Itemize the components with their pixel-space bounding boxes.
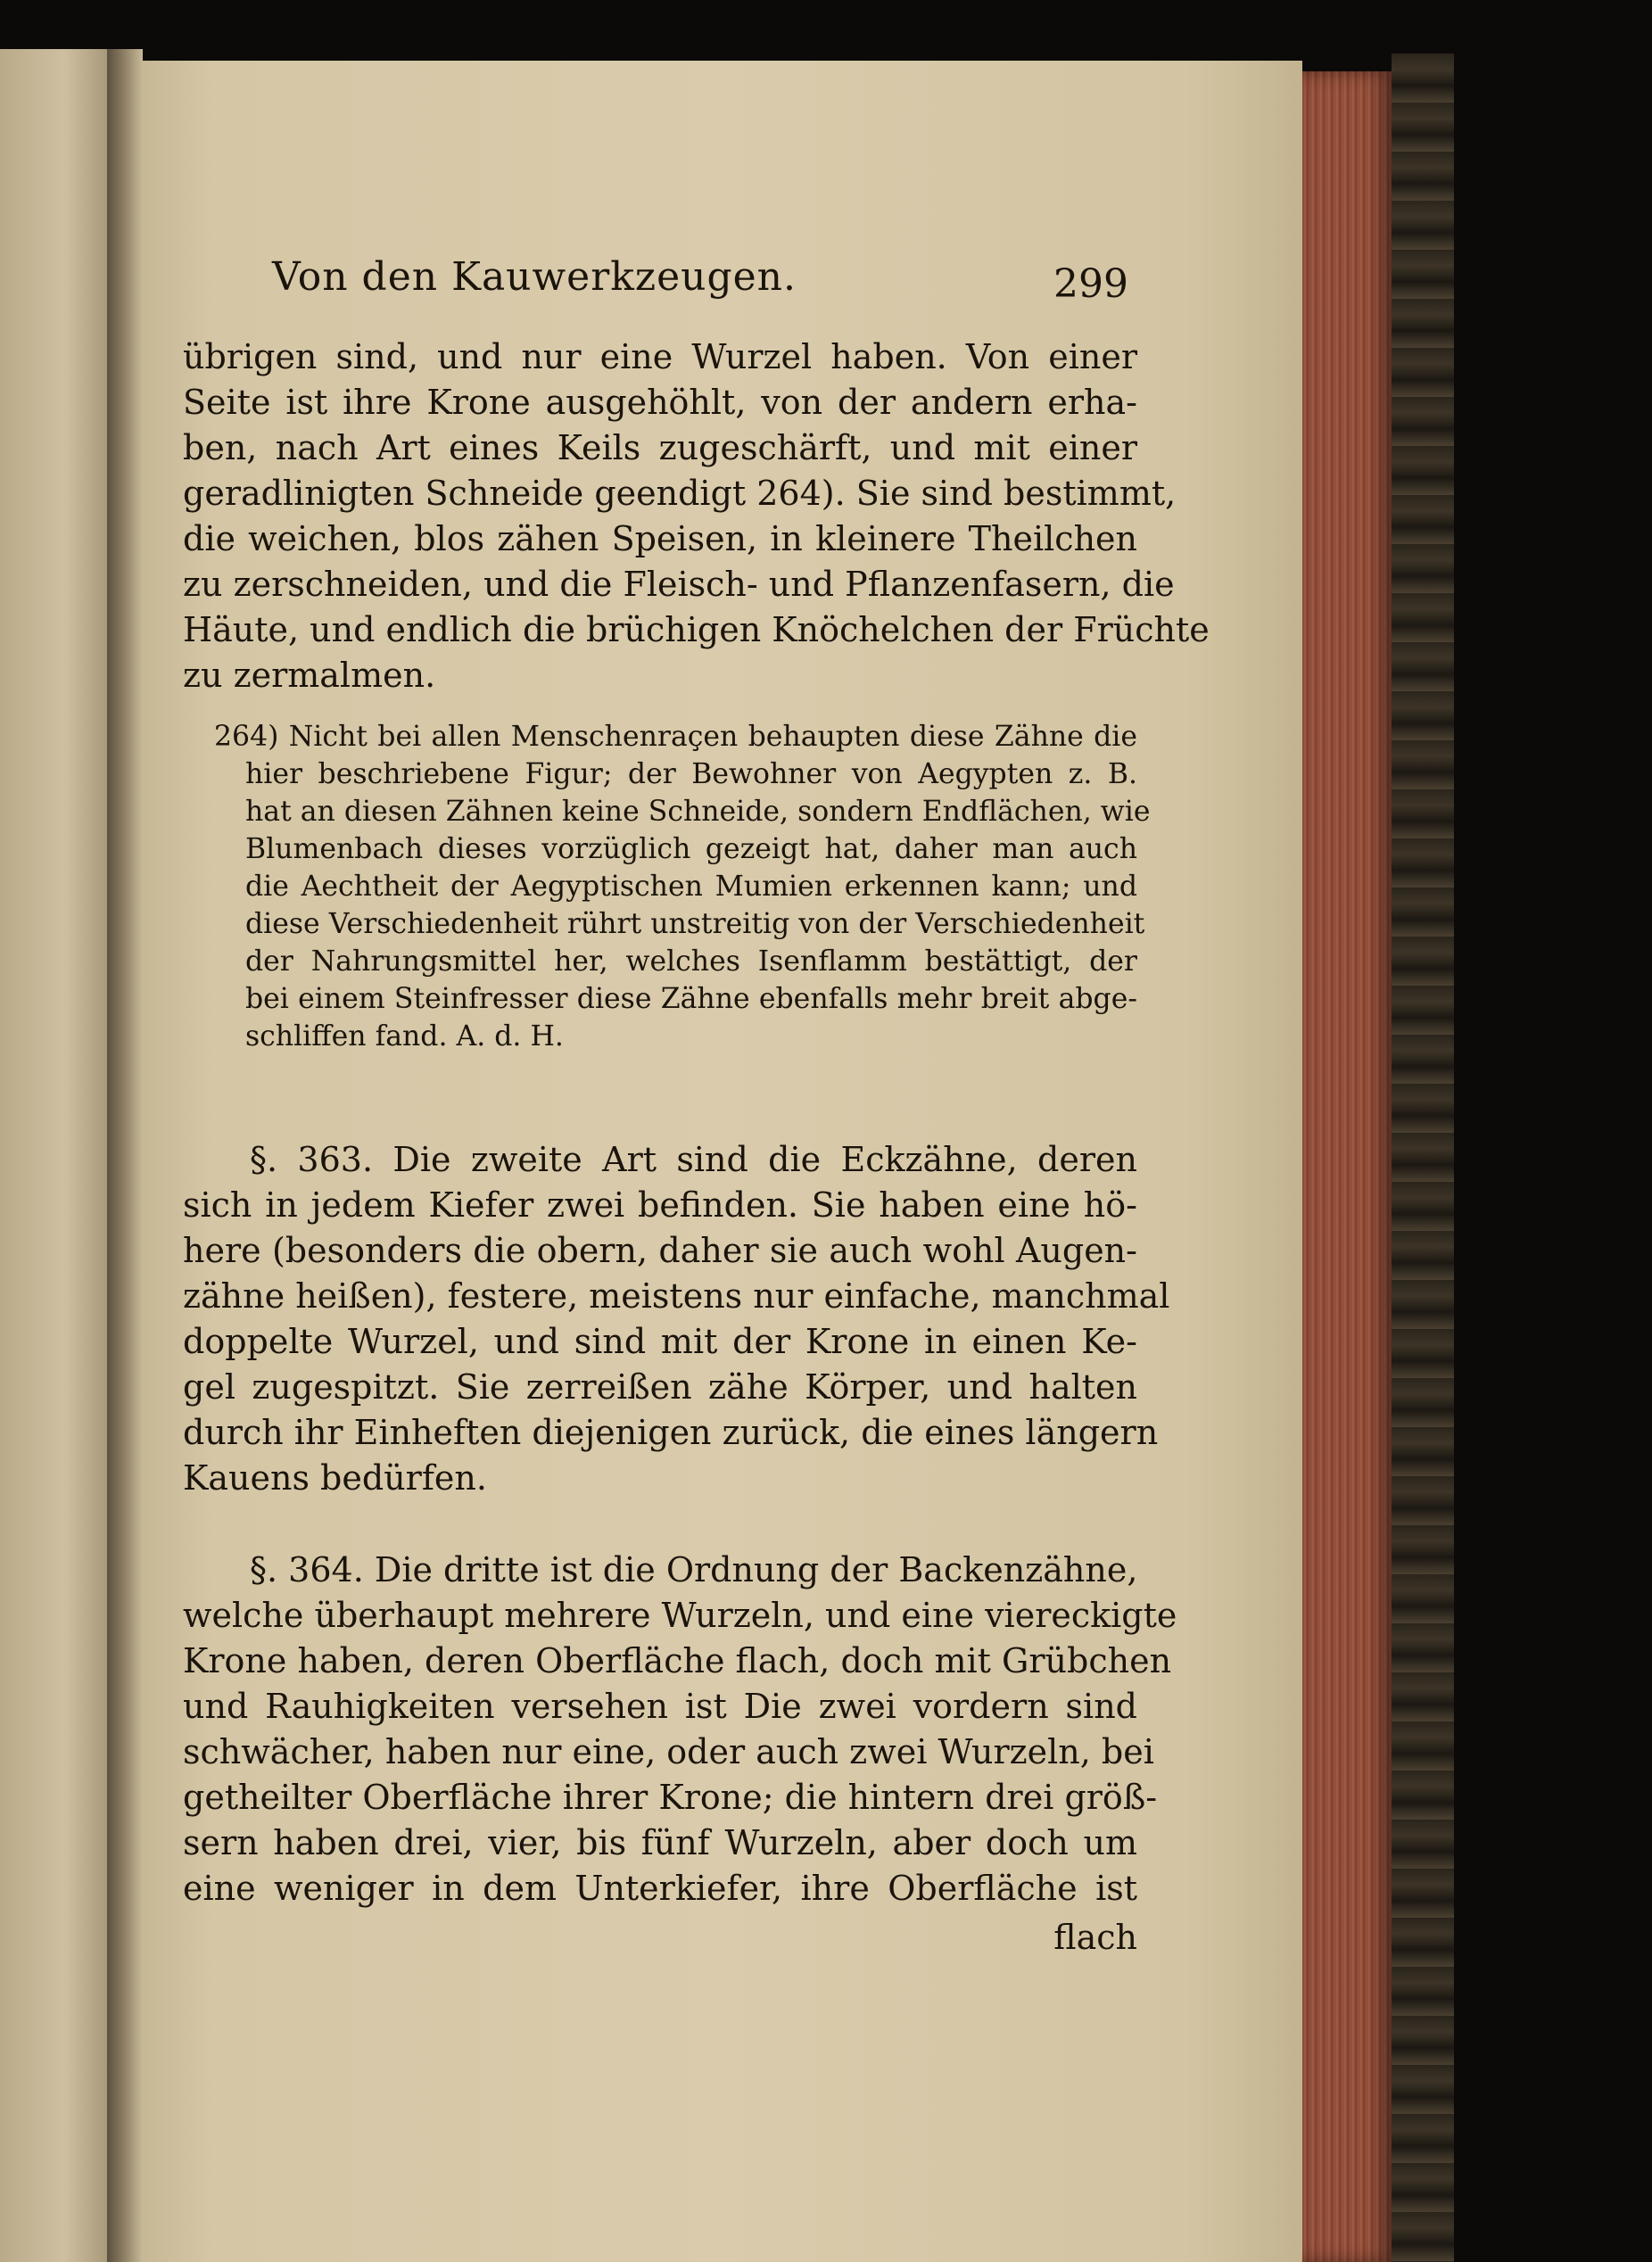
text-line: schwächer, haben nur eine, oder auch zwei Wurzeln, bei bbox=[183, 1732, 1154, 1771]
footnote-line: 264) Nicht bei allen Menschenraçen behaupten diese Zähne die bbox=[214, 721, 1137, 753]
book-gutter bbox=[107, 49, 143, 2262]
footnote-line: diese Verschiedenheit rührt unstreitig von der Verschiedenheit bbox=[245, 908, 1145, 940]
text-line: doppelte Wurzel, und sind mit der Krone in einen Ke- bbox=[183, 1322, 1137, 1361]
facing-page-edge bbox=[0, 49, 107, 2262]
text-line: welche überhaupt mehrere Wurzeln, und eine viereckigte bbox=[183, 1596, 1177, 1635]
running-title: Von den Kauwerkzeugen. bbox=[272, 254, 797, 300]
footnote-line: schliffen fand. A. d. H. bbox=[245, 1020, 564, 1053]
text-line: die weichen, blos zähen Speisen, in kleinere Theilchen bbox=[183, 519, 1137, 558]
text-line: geradlinigten Schneide geendigt 264). Sie sind bestimmt, bbox=[183, 474, 1177, 513]
book-cover-edge bbox=[1392, 54, 1454, 2262]
page-block-edge bbox=[1302, 71, 1392, 2262]
text-line: sern haben drei, vier, bis fünf Wurzeln, aber doch um bbox=[183, 1823, 1137, 1862]
text-line: §. 363. Die zweite Art sind die Eckzähne, deren bbox=[250, 1140, 1137, 1179]
text-line: Seite ist ihre Krone ausgehöhlt, von der andern erha- bbox=[183, 383, 1137, 422]
footnote-line: hat an diesen Zähnen keine Schneide, sondern Endflächen, wie bbox=[245, 796, 1151, 828]
footnote-line: hier beschriebene Figur; der Bewohner von Aegypten z. B. bbox=[245, 758, 1137, 790]
text-line: zu zerschneiden, und die Fleisch- und Pflanzenfasern, die bbox=[183, 565, 1175, 604]
text-line: getheilter Oberfläche ihrer Krone; die hintern drei größ- bbox=[183, 1778, 1158, 1817]
text-line: Krone haben, deren Oberfläche flach, doch mit Grübchen bbox=[183, 1641, 1172, 1680]
text-line: übrigen sind, und nur eine Wurzel haben. Von einer bbox=[183, 337, 1137, 376]
footnote-line: der Nahrungsmittel her, welches Isenflamm bestättigt, der bbox=[245, 945, 1137, 978]
page-number: 299 bbox=[1053, 261, 1128, 307]
text-line: eine weniger in dem Unterkiefer, ihre Oberfläche ist bbox=[183, 1869, 1137, 1908]
text-line: zu zermalmen. bbox=[183, 656, 436, 695]
text-line: zähne heißen), festere, meistens nur einfache, manchmal bbox=[183, 1276, 1170, 1316]
text-line: §. 364. Die dritte ist die Ordnung der Backenzähne, bbox=[250, 1550, 1138, 1589]
text-line: Häute, und endlich die brüchigen Knöchelchen der Früchte bbox=[183, 610, 1210, 649]
footnote-line: die Aechtheit der Aegyptischen Mumien erkennen kann; und bbox=[245, 871, 1137, 903]
text-line: und Rauhigkeiten versehen ist Die zwei vordern sind bbox=[183, 1687, 1137, 1726]
footnote-line: Blumenbach dieses vorzüglich gezeigt hat, daher man auch bbox=[245, 833, 1137, 865]
page-header bbox=[183, 254, 1137, 308]
text-line: ben, nach Art eines Keils zugeschärft, und mit einer bbox=[183, 428, 1137, 467]
text-line: durch ihr Einheften diejenigen zurück, die eines längern bbox=[183, 1413, 1159, 1452]
catchword: flach bbox=[1053, 1918, 1137, 1957]
text-line: sich in jedem Kiefer zwei befinden. Sie haben eine hö- bbox=[183, 1185, 1137, 1225]
text-line: Kauens bedürfen. bbox=[183, 1458, 487, 1498]
footnote-line: bei einem Steinfresser diese Zähne ebenfalls mehr breit abge- bbox=[245, 983, 1137, 1015]
text-line: here (besonders die obern, daher sie auch wohl Augen- bbox=[183, 1231, 1137, 1270]
text-line: gel zugespitzt. Sie zerreißen zähe Körper, und halten bbox=[183, 1367, 1137, 1407]
